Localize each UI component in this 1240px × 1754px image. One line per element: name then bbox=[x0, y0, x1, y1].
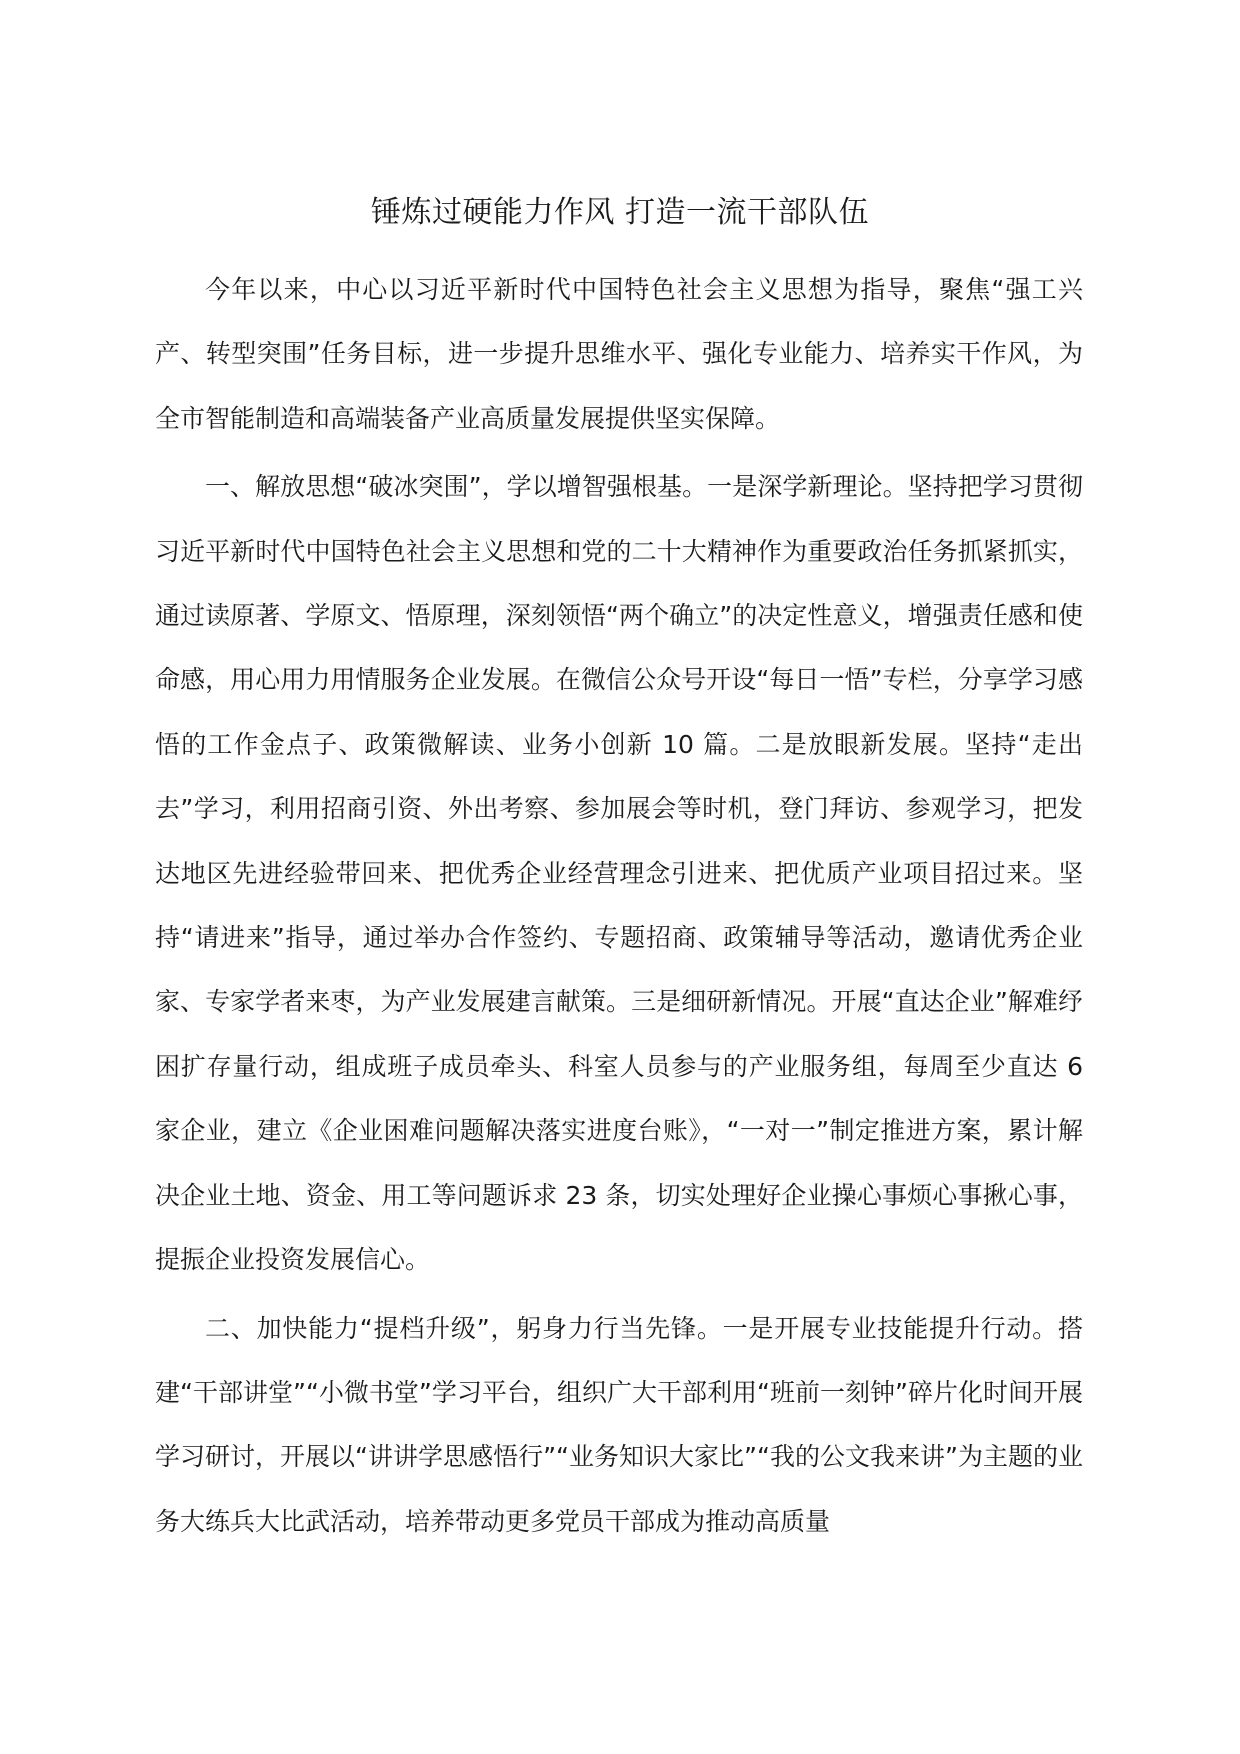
document-body bbox=[155, 258, 1083, 1558]
paragraph-section-2: 二、加快能力“提档升级”，躬身力行当先锋。一是开展专业技能提升行动。搭建“干部讲堂”“小微书堂”学习平台，组织广大干部利用“班前一刻钟”碎片化时间开展学习研讨，开展以“讲讲学思感悟行”“业务知识大家比”“我的公文我来讲”为主题的业务大练兵大比武活动，培养带动更多党员干部成为推动高质量 bbox=[155, 1313, 1083, 1536]
paragraph-intro: 今年以来，中心以习近平新时代中国特色社会主义思想为指导，聚焦“强工兴产、转型突围”任务目标，进一步提升思维水平、强化专业能力、培养实干作风，为全市智能制造和高端装备产业高质量发展提供坚实保障。 bbox=[155, 275, 1083, 433]
document-title: 锤炼过硬能力作风 打造一流干部队伍 bbox=[370, 195, 870, 230]
paragraph-section-1: 一、解放思想“破冰突围”，学以增智强根基。一是深学新理论。坚持把学习贯彻习近平新时代中国特色社会主义思想和党的二十大精神作为重要政治任务抓紧抓实，通过读原著、学原文、悟原理，深刻领悟“两个确立”的决定性意义，增强责任感和使命感，用心用力用情服务企业发展。在微信公众号开设“每日一悟”专栏，分享学习感悟的工作金点子、政策微解读、业务小创新 10 篇。二是放眼新发展。坚持“走出去”学习，利用招商引资、外出考察、参加展会等时机，登门拜访、参观学习，把发达地区先进经验带回来、把优秀企业经营理念引进来、把优质产业项目招过来。坚持“请进来”指导，通过举办合作签约、专题招商、政策辅导等活动，邀请优秀企业家、专家学者来枣，为产业发展建言献策。三是细研新情况。开展“直达企业”解难纾困扩存量行动，组成班子成员牵头、科室人员参与的产业服务组，每周至少直达 6 家企业，建立《企业困难问题解决落实进度台账》，“一对一”制定推进方案，累计解决企业土地、资金、用工等问题诉求 23 条，切实处理好企业操心事烦心事揪心事，提振企业投资发展信心。 bbox=[155, 472, 1083, 1275]
